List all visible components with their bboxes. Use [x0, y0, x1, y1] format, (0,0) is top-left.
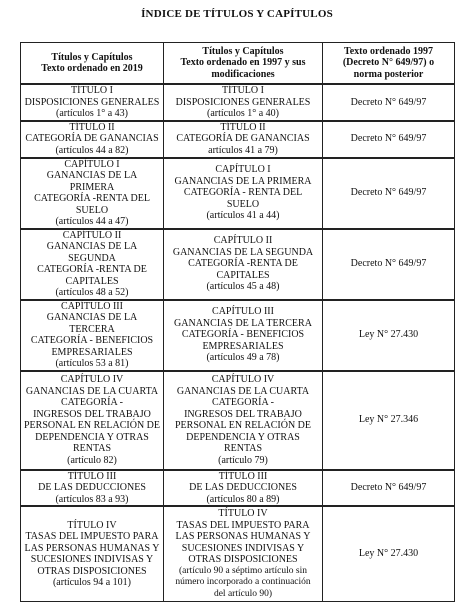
- cell-norma: Ley N° 27.430: [323, 506, 455, 602]
- cell-line: TÍTULO II: [69, 121, 115, 133]
- cell-line: RENTAS: [72, 443, 112, 454]
- cell-norma: Ley N° 27.430: [323, 300, 455, 371]
- table-row: [21, 300, 455, 371]
- header-line: Títulos y Capítulos: [51, 51, 133, 63]
- cell-line: (artículos 94 a 101): [52, 577, 132, 588]
- table-row: [21, 158, 455, 229]
- cell-line: CAPITALES: [65, 275, 119, 287]
- cell-line: DE LAS DEDUCCIONES: [38, 482, 146, 493]
- cell-1997: [164, 506, 323, 602]
- cell-line: (artículo 82): [67, 454, 117, 466]
- cell-line: del artículo 90): [213, 588, 273, 599]
- header-line: Texto ordenado 1997: [343, 45, 434, 57]
- cell-2019: [21, 229, 164, 300]
- cell-line: GANANCIAS DE LA CUARTA: [176, 385, 310, 397]
- header-col-2019: [21, 43, 164, 85]
- cell-line: CATEGORÍA - BENEFICIOS: [30, 335, 154, 346]
- cell-line: CATEGORÍA -: [212, 397, 274, 408]
- cell-2019: [21, 470, 164, 507]
- cell-line: CAPÍTULO IV: [60, 374, 124, 385]
- cell-line: TÍTULO IV: [218, 508, 268, 519]
- cell-line: artículos 41 a 79): [208, 144, 278, 156]
- cell-line: TÍTULO II: [220, 121, 266, 133]
- cell-line: LAS PERSONAS HUMANAS Y: [175, 531, 311, 542]
- cell-line: TÍTULO I: [222, 85, 264, 96]
- cell-1997: [164, 229, 323, 300]
- cell-norma: Decreto N° 649/97: [323, 84, 455, 121]
- cell-line: CAPÍTULO III: [61, 300, 123, 312]
- table-row: [21, 470, 455, 507]
- cell-1997: [164, 470, 323, 507]
- cell-line: CATEGORÍA - RENTA DEL: [183, 187, 303, 199]
- cell-2019: [21, 84, 164, 121]
- cell-line: CAPÍTULO II: [62, 229, 122, 241]
- header-line: (Decreto N° 649/97) o: [342, 57, 435, 69]
- cell-line: TÍTULO IV: [67, 519, 117, 531]
- cell-line: (artículos 41 a 44): [206, 210, 280, 222]
- header-col-norma: [323, 43, 455, 85]
- cell-line: INGRESOS DEL TRABAJO: [33, 408, 151, 420]
- cell-line: DEPENDENCIA Y OTRAS: [186, 431, 300, 443]
- cell-line: PERSONAL EN RELACIÓN DE: [24, 420, 161, 431]
- table-row: [21, 371, 455, 470]
- cell-line: (artículos 45 a 48): [206, 281, 280, 293]
- cell-line: CAPÍTULO III: [212, 306, 274, 318]
- cell-line: GANANCIAS DE LA PRIMERA: [46, 170, 138, 193]
- cell-line: (artículos 80 a 89): [206, 493, 280, 505]
- cell-2019: [21, 506, 164, 602]
- cell-2019: [21, 158, 164, 229]
- cell-line: TÍTULO III: [67, 470, 117, 482]
- cell-line: (artículos 1° a 43): [55, 108, 129, 119]
- table-row: [21, 506, 455, 602]
- cell-line: DISPOSICIONES GENERALES: [24, 96, 160, 108]
- cell-line: RENTAS: [223, 443, 263, 454]
- cell-2019: [21, 300, 164, 371]
- header-line: modificaciones: [211, 68, 275, 80]
- cell-1997: [164, 300, 323, 371]
- cell-line: (artículos 44 a 47): [55, 216, 129, 227]
- cell-line: CAPÍTULO I: [64, 158, 120, 170]
- cell-line: TASAS DEL IMPUESTO PARA: [25, 531, 159, 542]
- cell-2019: [21, 121, 164, 158]
- cell-line: CATEGORÍA - BENEFICIOS: [181, 329, 305, 341]
- cell-line: (artículo 79): [218, 454, 268, 466]
- header-col-1997: [164, 43, 323, 85]
- cell-line: CATEGORÍA -RENTA DE: [37, 264, 147, 275]
- cell-line: CATEGORÍA -RENTA DEL: [34, 193, 150, 204]
- cell-line: GANANCIAS DE LA CUARTA: [25, 385, 159, 397]
- cell-line: (artículos 83 a 93): [55, 493, 129, 505]
- cell-line: SUELO: [75, 204, 109, 216]
- cell-line: CAPÍTULO IV: [211, 374, 275, 385]
- cell-line: SUELO: [226, 198, 260, 210]
- cell-line: DISPOSICIONES GENERALES: [175, 96, 311, 108]
- cell-norma: Decreto N° 649/97: [323, 229, 455, 300]
- cell-line: INGRESOS DEL TRABAJO: [184, 408, 302, 420]
- cell-line: DEPENDENCIA Y OTRAS: [35, 431, 149, 443]
- cell-line: EMPRESARIALES: [202, 340, 284, 352]
- cell-1997: [164, 158, 323, 229]
- cell-line: TASAS DEL IMPUESTO PARA: [176, 519, 310, 531]
- cell-line: CAPÍTULO I: [215, 164, 271, 176]
- cell-line: PERSONAL EN RELACIÓN DE: [174, 420, 311, 431]
- page-title: ÍNDICE DE TÍTULOS Y CAPÍTULOS: [141, 8, 333, 20]
- cell-line: EMPRESARIALES: [51, 346, 133, 358]
- cell-1997: [164, 121, 323, 158]
- cell-line: TÍTULO III: [218, 470, 268, 482]
- cell-1997: [164, 371, 323, 470]
- header-line: norma posterior: [353, 68, 424, 80]
- cell-line: GANANCIAS DE LA PRIMERA: [174, 175, 312, 187]
- cell-line: (artículo 90 a séptimo artículo sin: [179, 565, 307, 576]
- cell-norma: Decreto N° 649/97: [323, 121, 455, 158]
- cell-norma: Ley N° 27.346: [323, 371, 455, 470]
- cell-line: OTRAS DISPOSICIONES: [188, 554, 298, 565]
- header-row: [21, 43, 455, 85]
- cell-2019: [21, 371, 164, 470]
- cell-line: (artículos 53 a 81): [55, 358, 129, 369]
- cell-line: CAPÍTULO II: [213, 235, 273, 247]
- header-line: Texto ordenado en 2019: [41, 63, 143, 74]
- cell-norma: Decreto N° 649/97: [323, 470, 455, 507]
- cell-line: CATEGORÍA -: [61, 397, 123, 408]
- cell-line: CAPITALES: [216, 269, 270, 281]
- cell-line: (artículos 49 a 78): [206, 352, 280, 364]
- cell-line: GANANCIAS DE LA SEGUNDA: [46, 241, 138, 264]
- cell-line: DE LAS DEDUCCIONES: [189, 482, 297, 493]
- table-row: [21, 229, 455, 300]
- cell-line: (artículos 1° a 40): [206, 108, 280, 119]
- cell-line: CATEGORÍA -RENTA DE: [188, 258, 298, 270]
- cell-line: CATEGORÍA DE GANANCIAS: [176, 133, 310, 145]
- cell-line: SUCESIONES INDIVISAS Y: [30, 554, 154, 565]
- cell-line: OTRAS DISPOSICIONES: [37, 565, 147, 577]
- cell-line: SUCESIONES INDIVISAS Y: [181, 542, 305, 554]
- cell-line: LAS PERSONAS HUMANAS Y: [24, 542, 160, 554]
- cell-line: número incorporado a continuación: [175, 577, 311, 587]
- index-table: [20, 42, 455, 602]
- table-row: [21, 84, 455, 121]
- cell-norma: Decreto N° 649/97: [323, 158, 455, 229]
- cell-line: (artículos 48 a 52): [55, 287, 129, 298]
- header-line: Títulos y Capítulos: [202, 45, 284, 57]
- cell-line: GANANCIAS DE LA TERCERA: [46, 312, 138, 335]
- table-row: [21, 121, 455, 158]
- cell-line: GANANCIAS DE LA SEGUNDA: [172, 246, 314, 258]
- cell-line: TÍTULO I: [71, 85, 113, 96]
- cell-1997: [164, 84, 323, 121]
- cell-line: (artículos 44 a 82): [55, 144, 129, 156]
- cell-line: CATEGORÍA DE GANANCIAS: [25, 133, 159, 145]
- header-line: Texto ordenado en 1997 y sus: [180, 57, 306, 69]
- cell-line: GANANCIAS DE LA TERCERA: [174, 317, 312, 329]
